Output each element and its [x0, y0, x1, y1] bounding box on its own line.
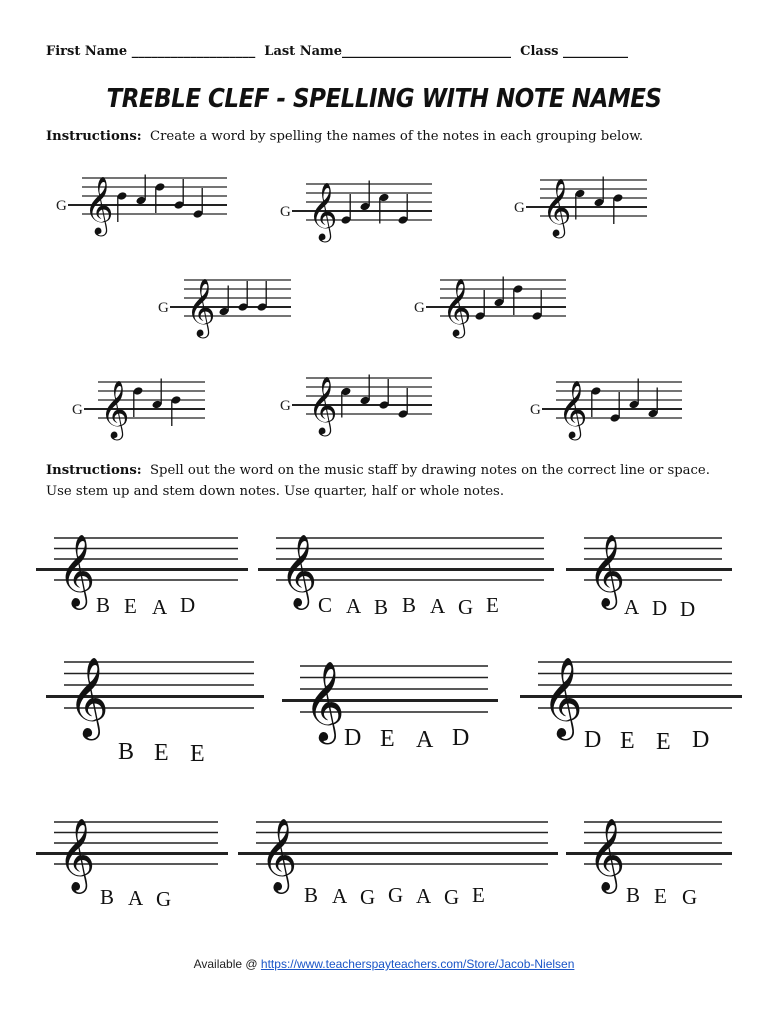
treble-clef-icon: 𝄞: [588, 817, 626, 891]
instructions-label: Instructions:: [46, 463, 142, 478]
note-group: [56, 170, 227, 240]
note-group: [72, 374, 205, 444]
g-label: G: [280, 398, 291, 414]
word-letter: B: [304, 883, 319, 907]
word-letter: G: [388, 883, 404, 907]
instructions-label: Instructions:: [46, 129, 142, 144]
g-label: G: [414, 300, 425, 316]
word-letter: G: [682, 885, 698, 909]
word-letter: A: [128, 886, 144, 910]
spelling-word: [624, 596, 708, 621]
instructions-text: Create a word by spelling the names of the notes in each grouping below.: [150, 129, 644, 144]
g-label: G: [280, 204, 291, 220]
g-label: G: [514, 200, 525, 216]
word-letter: B: [100, 885, 115, 909]
spelling-word: [626, 884, 710, 909]
staff-svg: [280, 370, 432, 440]
word-letter: B: [626, 883, 641, 907]
word-letter: A: [332, 884, 348, 908]
word-letter: D: [344, 725, 362, 751]
word-letter: A: [416, 727, 434, 753]
word-letter: B: [118, 739, 135, 765]
treble-clef-icon: 𝄞: [558, 380, 588, 438]
word-letter: E: [620, 728, 635, 754]
treble-clef-icon: 𝄞: [308, 182, 338, 240]
spelling-word: [344, 726, 488, 753]
word-letter: E: [380, 726, 395, 752]
note-group: [514, 172, 647, 242]
word-letter: G: [156, 887, 172, 911]
word-letter: E: [654, 884, 667, 908]
staff-svg: [72, 374, 205, 444]
instructions-bottom: [46, 460, 710, 502]
word-letter: E: [124, 594, 137, 618]
g-label: G: [158, 300, 169, 316]
name-header: [46, 44, 628, 59]
g-label: G: [530, 402, 541, 418]
treble-clef-icon: 𝄞: [542, 178, 572, 236]
staff-svg: [414, 272, 566, 342]
word-letter: E: [656, 729, 671, 755]
word-letter: A: [416, 884, 432, 908]
treble-clef-icon: 𝄞: [84, 176, 114, 234]
treble-clef-icon: 𝄞: [280, 533, 318, 607]
empty-staff[interactable]: [46, 656, 264, 744]
word-letter: E: [154, 740, 169, 766]
staff-svg: [56, 170, 227, 240]
spelling-word: [96, 594, 208, 619]
word-letter: D: [452, 725, 470, 751]
word-letter: B: [96, 593, 111, 617]
word-letter: B: [402, 593, 417, 617]
treble-clef-icon: 𝄞: [186, 278, 216, 336]
word-letter: A: [152, 595, 168, 619]
spelling-word: [304, 884, 500, 909]
treble-clef-icon: 𝄞: [260, 817, 298, 891]
word-letter: D: [680, 597, 696, 621]
word-letter: G: [360, 885, 376, 909]
footer-prefix: Available @: [193, 957, 261, 971]
g-label: G: [72, 402, 83, 418]
treble-clef-icon: 𝄞: [100, 380, 130, 438]
g-label: G: [56, 198, 67, 214]
last-name-field[interactable]: Last Name__________________________: [264, 44, 512, 59]
spelling-word: [584, 728, 728, 755]
staff-svg: [530, 374, 682, 444]
word-letter: A: [346, 594, 362, 618]
word-letter: G: [444, 885, 460, 909]
spelling-word: [100, 886, 184, 911]
spelling-word: [318, 594, 514, 619]
class-field[interactable]: Class __________: [520, 44, 628, 59]
footer: [0, 957, 768, 971]
word-letter: A: [430, 594, 446, 618]
treble-clef-icon: 𝄞: [304, 661, 345, 742]
note-group: [158, 272, 291, 342]
word-letter: D: [584, 727, 602, 753]
note-group: [280, 176, 432, 246]
treble-clef-icon: 𝄞: [58, 533, 96, 607]
word-letter: A: [624, 595, 640, 619]
note-group: [280, 370, 432, 440]
treble-clef-icon: 𝄞: [68, 657, 109, 738]
instructions-text-line1: Spell out the word on the music staff by drawing notes on the correct line or space.: [150, 463, 710, 478]
treble-clef-icon: 𝄞: [542, 657, 583, 738]
staff-svg: [280, 176, 432, 246]
word-letter: D: [692, 727, 710, 753]
word-letter: E: [486, 593, 499, 617]
staff-svg: [46, 656, 264, 744]
word-letter: D: [652, 596, 668, 620]
instructions-text-line2: Use stem up and stem down notes. Use quarter, half or whole notes.: [46, 484, 505, 499]
first-name-field[interactable]: First Name ___________________: [46, 44, 256, 59]
word-letter: D: [180, 593, 196, 617]
word-letter: C: [318, 593, 333, 617]
note-group: [530, 374, 682, 444]
treble-clef-icon: 𝄞: [308, 376, 338, 434]
instructions-top: [46, 126, 643, 147]
staff-svg: [158, 272, 291, 342]
treble-clef-icon: 𝄞: [442, 278, 472, 336]
note-group: [414, 272, 566, 342]
page-title: TREBLE CLEF - SPELLING WITH NOTE NAMES: [106, 84, 662, 114]
treble-clef-icon: 𝄞: [58, 817, 96, 891]
word-letter: E: [472, 883, 485, 907]
word-letter: G: [458, 595, 474, 619]
word-letter: E: [190, 741, 205, 767]
footer-link[interactable]: https://www.teacherspayteachers.com/Store/Jacob-Nielsen: [260, 957, 575, 971]
spelling-word: [118, 740, 226, 767]
staff-svg: [514, 172, 647, 242]
treble-clef-icon: 𝄞: [588, 533, 626, 607]
word-letter: B: [374, 595, 389, 619]
